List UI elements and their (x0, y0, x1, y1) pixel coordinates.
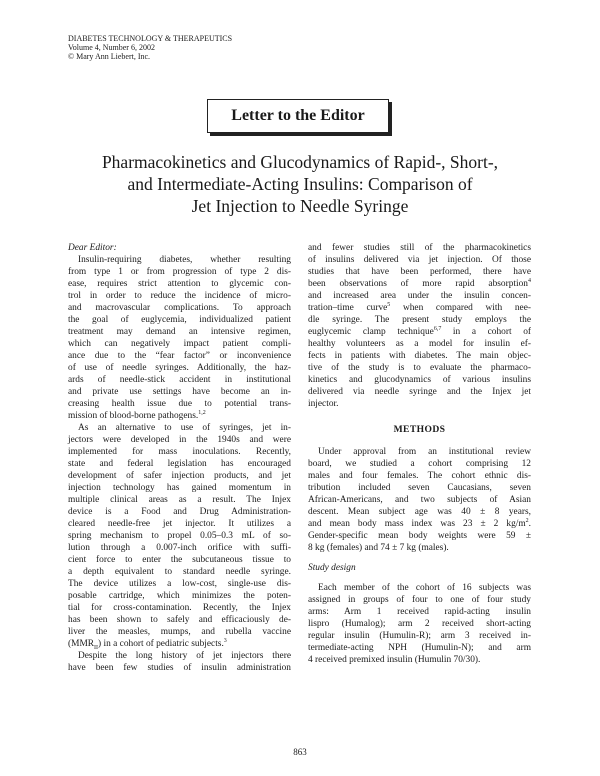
text-line: injection technology has gained momentum in (68, 483, 291, 493)
text-line: Gender-specific mean body weights were 59 ± (308, 531, 531, 541)
spacer (308, 574, 531, 582)
text-line: assigned in groups of four to one of four study (308, 595, 531, 605)
text-span: when compared with nee- (390, 303, 531, 313)
text-span: (MMR (68, 639, 95, 649)
page-number: 863 (293, 747, 307, 757)
text-line: cleared needle-free jet injector. It utilizes a (68, 519, 291, 529)
text-line: tribution included seven Caucasians, seven (308, 483, 531, 493)
text-line: The device utilizes a low-cost, single-use dis- (68, 579, 291, 589)
text-line: posable cartridge, which minimizes the poten- (68, 591, 291, 601)
text-line: a depth equivalent to standard needle syringe. (68, 567, 291, 577)
text-line: ards of needle-stick accident in institutional (68, 375, 291, 385)
text-line: state and federal legislation has encouraged (68, 459, 291, 469)
paragraph (68, 422, 291, 650)
journal-header (68, 34, 232, 61)
reference-mark: 1,2 (198, 409, 206, 416)
text-line: injector. (308, 399, 339, 409)
section-label-box (207, 99, 389, 133)
text-span: mission of blood-borne pathogens. (68, 411, 199, 421)
paragraph (308, 242, 531, 410)
text-line: fects in patients with diabetes. The main objec- (308, 351, 531, 361)
text-line: dle syringe. The present study employs the (308, 315, 531, 325)
subscript: II (94, 644, 99, 651)
title-line: and Intermediate-Acting Insulins: Comparison of (127, 174, 473, 194)
superscript: 2 (525, 517, 529, 524)
text-line: have been few studies of insulin administration (68, 663, 291, 673)
text-line: multiple clinical areas as a result. The Injex (68, 495, 291, 505)
text-line: African-Americans, and two subjects of Asian (308, 495, 531, 505)
text-line: and fewer studies still of the pharmacokinetics (308, 243, 531, 253)
text-line: spring mechanism to propel 0.05–0.3 mL of so- (68, 531, 291, 541)
text-line: tive of the study is to evaluate the pharmaco- (308, 363, 531, 373)
text-line: ease, requires strict attention to glycemic con- (68, 279, 291, 289)
reference-mark: 3 (223, 637, 227, 644)
journal-copyright: © Mary Ann Liebert, Inc. (68, 52, 151, 61)
text-span: . (528, 519, 531, 529)
text-line: board, we studied a cohort comprising 12 (308, 459, 531, 469)
text-span: tration–time curve (308, 303, 388, 313)
journal-name: DIABETES TECHNOLOGY & THERAPEUTICS (68, 34, 233, 43)
reference-mark: 5 (387, 301, 391, 308)
text-line: Despite the long history of jet injectors there (78, 651, 291, 661)
text-line: and macrovascular complications. To approach (68, 303, 291, 313)
text-line (308, 278, 531, 290)
text-line: development of safer injection products, and jet (68, 471, 291, 481)
text-line: kinetics and glucodynamics of various insulins (308, 375, 531, 385)
text-line: trol in order to reduce the incidence of micro- (68, 291, 291, 301)
text-line: tial for cross-contamination. Recently, the Injex (68, 603, 291, 613)
methods-heading: METHODS (393, 424, 446, 435)
text-line: termediate-acting NPH (Humulin-N); and arm (308, 643, 531, 653)
text-line: implemented for mass inoculations. Recently, (68, 447, 291, 457)
paragraph (308, 582, 531, 666)
journal-volume: Volume 4, Number 6, 2002 (68, 43, 155, 52)
text-span: been observations of more rapid absorption (308, 279, 528, 289)
text-line: healthy volunteers as a model for insulin ef- (308, 339, 531, 349)
text-line: of use of needle syringes. Additionally, the haz- (68, 363, 291, 373)
text-line: device is a Food and Drug Administration- (68, 507, 291, 517)
spacer (308, 554, 531, 562)
reference-mark: 6,7 (433, 325, 442, 332)
salutation: Dear Editor: (68, 243, 117, 253)
text-line: descent. Mean subject age was 40 ± 8 years, (308, 507, 531, 517)
text-line: regular insulin (Humulin-R); arm 3 received in- (308, 631, 531, 641)
paragraph (68, 254, 291, 422)
text-line: from type 1 or from progression of type 2 dis- (68, 267, 291, 277)
text-line: arms: Arm 1 received rapid-acting insulin (308, 607, 531, 617)
text-line: males and four females. The cohort ethnic dis- (308, 471, 531, 481)
article-title (40, 151, 560, 217)
section-label: Letter to the Editor (231, 107, 365, 124)
text-line: ance due to the “fear factor” or inconvenience (68, 351, 291, 361)
text-line: of insulins delivered via jet injection. Of those (308, 255, 531, 265)
text-line (68, 638, 291, 650)
text-line (68, 410, 291, 422)
text-line (308, 302, 531, 314)
text-line: lispro (Humalog); arm 2 received short-acting (308, 619, 531, 629)
text-line: treatment may demand an intensive regimen, (68, 327, 291, 337)
text-line: lution through a 0.007-inch orifice with suffi- (68, 543, 291, 553)
text-line: studies that have been performed, there have (308, 267, 531, 277)
text-span: ) in a cohort of pediatric subjects. (98, 639, 224, 649)
text-span: in a cohort of (441, 327, 532, 337)
text-line: cient force to enter the subcutaneous tissue to (68, 555, 291, 565)
text-span: and mean body mass index was 23 ± 2 kg/m (308, 519, 526, 529)
text-line: 8 kg (females) and 74 ± 7 kg (males). (308, 543, 449, 553)
title-line: Jet Injection to Needle Syringe (191, 196, 409, 216)
text-line: 4 received premixed insulin (Humulin 70/30). (308, 655, 481, 665)
reference-mark: 4 (528, 277, 531, 284)
text-line: has been shown to safely and efficaciously de- (68, 615, 291, 625)
text-line: and increased area under the insulin concen- (308, 291, 531, 301)
text-line: As an alternative to use of syringes, jet in- (78, 423, 291, 433)
text-line: liver the measles, mumps, and rubella vaccine (68, 627, 291, 637)
text-line: Insulin-requiring diabetes, whether resulting (78, 255, 291, 265)
text-line: Each member of the cohort of 16 subjects was (318, 583, 531, 593)
text-line: creasing health issue due to potential trans- (68, 399, 291, 409)
text-line: delivered via needle syringe and the Injex jet (308, 387, 531, 397)
text-line: and private use settings have become an in- (68, 387, 291, 397)
paragraph (68, 650, 291, 674)
left-column (68, 242, 291, 674)
subheading: Study design (308, 563, 356, 573)
text-line: the goal of euglycemia, individualized patient (68, 315, 291, 325)
text-line: which can negatively impact patient compli- (68, 339, 291, 349)
text-span: euglycemic clamp technique (308, 327, 434, 337)
text-line (308, 326, 531, 338)
title-line: Pharmacokinetics and Glucodynamics of Rapid-, Short-, (101, 152, 499, 172)
paragraph (308, 446, 531, 554)
text-line (308, 518, 531, 530)
right-column (308, 242, 531, 666)
text-line: Under approval from an institutional review (318, 447, 531, 457)
text-line: jectors were developed in the 1940s and were (68, 435, 291, 445)
